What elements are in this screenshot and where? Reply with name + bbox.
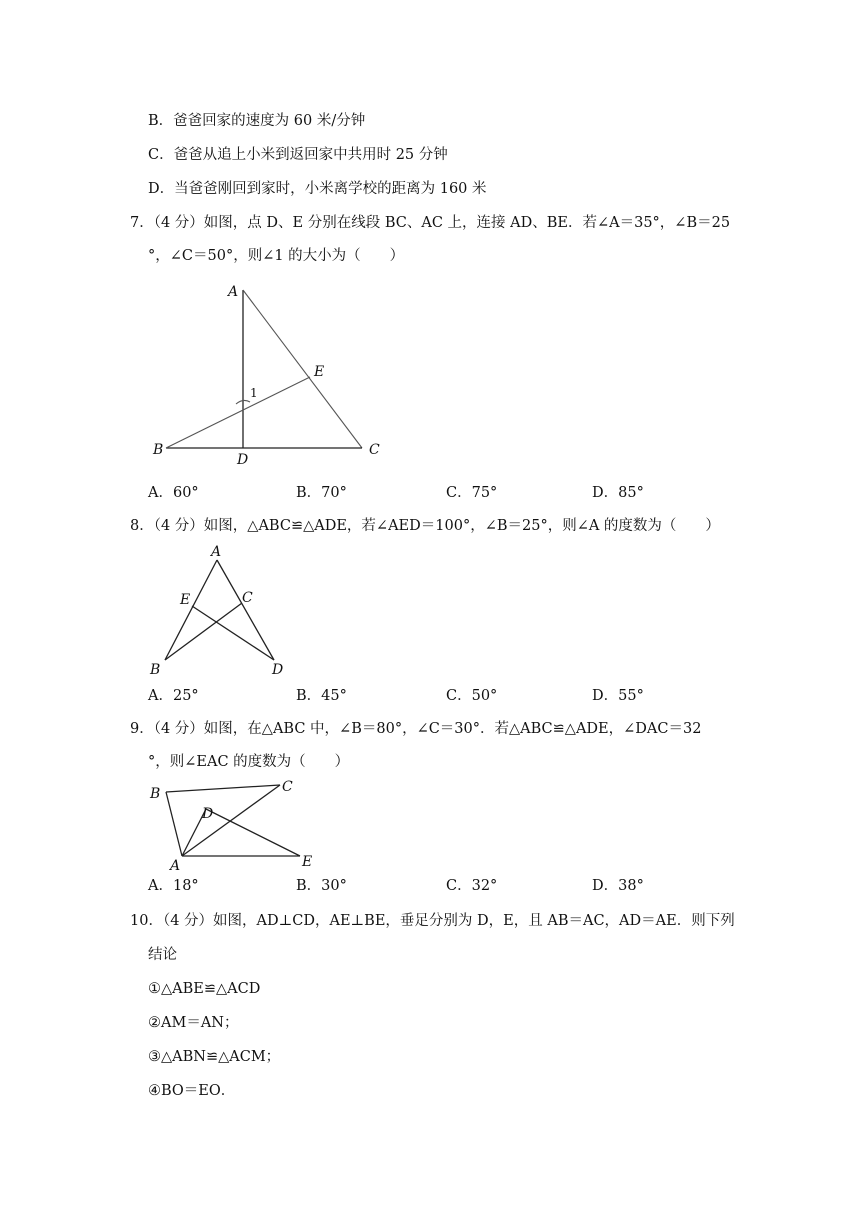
label-a: A xyxy=(211,544,222,560)
q8-option-c: C．50° xyxy=(446,688,498,704)
q7-option-b: B．70° xyxy=(296,485,347,501)
q7-stem-line1: 7．（4 分）如图，点 D、E 分别在线段 BC、AC 上，连接 AD、BE．若∠A＝35°，∠B＝25 xyxy=(130,215,731,231)
q9-option-c: C．32° xyxy=(446,878,498,894)
q8-option-b: B．45° xyxy=(296,688,347,704)
q10-item-3: ③△ABN≌△ACM； xyxy=(148,1049,281,1065)
q10-item-4: ④BO＝EO． xyxy=(148,1083,236,1099)
q7-option-c: C．75° xyxy=(446,485,498,501)
label-d: D xyxy=(272,662,284,678)
label-e: E xyxy=(314,364,325,380)
label-d: D xyxy=(202,806,214,822)
q9-stem-line2: °，则∠EAC 的度数为（ ） xyxy=(148,754,350,770)
label-a: A xyxy=(228,284,239,300)
q8-option-a: A．25° xyxy=(148,688,199,704)
q7-figure xyxy=(140,278,400,473)
q10-item-2: ②AM＝AN； xyxy=(148,1015,239,1031)
q9-option-a: A．18° xyxy=(148,878,199,894)
label-e: E xyxy=(302,854,313,870)
segment-ed xyxy=(192,606,274,660)
label-b: B xyxy=(153,442,164,458)
q7-option-a: A．60° xyxy=(148,485,199,501)
q7-stem-line2: °，∠C＝50°，则∠1 的大小为（ ） xyxy=(148,248,405,264)
q6-option-d: D．当爸爸刚回到家时，小米离学校的距离为 160 米 xyxy=(148,181,487,197)
segment-ba xyxy=(166,792,182,856)
label-c: C xyxy=(369,442,380,458)
segment-ac xyxy=(243,290,362,448)
segment-bc xyxy=(166,785,280,792)
segment-ad xyxy=(217,560,274,660)
q9-option-b: B．30° xyxy=(296,878,347,894)
label-d: D xyxy=(237,452,249,468)
q8-figure xyxy=(140,540,300,685)
q6-option-c: C．爸爸从追上小米到返回家中共用时 25 分钟 xyxy=(148,147,448,163)
q8-stem-line1: 8．（4 分）如图，△ABC≌△ADE，若∠AED＝100°，∠B＝25°，则∠A 的度数为（ ） xyxy=(130,518,720,534)
label-b: B xyxy=(150,786,161,802)
q10-stem-line1: 10．（4 分）如图，AD⊥CD，AE⊥BE，垂足分别为 D，E，且 AB＝AC，AD＝AE．则下列 xyxy=(130,913,735,929)
q10-item-1: ①△ABE≌△ACD xyxy=(148,981,261,997)
label-b: B xyxy=(150,662,161,678)
label-c: C xyxy=(282,779,293,795)
label-e: E xyxy=(180,592,191,608)
segment-ac xyxy=(182,785,280,856)
segment-ab xyxy=(165,560,217,660)
q10-stem-line2: 结论 xyxy=(148,947,177,963)
q9-figure xyxy=(140,776,330,876)
label-angle-1: 1 xyxy=(250,386,258,400)
q6-option-b: B．爸爸回家的速度为 60 米/分钟 xyxy=(148,113,366,129)
label-c: C xyxy=(242,590,253,606)
segment-be xyxy=(166,377,310,448)
q9-stem-line1: 9．（4 分）如图，在△ABC 中，∠B＝80°，∠C＝30°．若△ABC≌△ADE，∠DAC＝32 xyxy=(130,721,702,737)
q9-option-d: D．38° xyxy=(592,878,644,894)
q8-option-d: D．55° xyxy=(592,688,644,704)
label-a: A xyxy=(170,858,181,874)
segment-de xyxy=(206,809,300,856)
q7-option-d: D．85° xyxy=(592,485,644,501)
